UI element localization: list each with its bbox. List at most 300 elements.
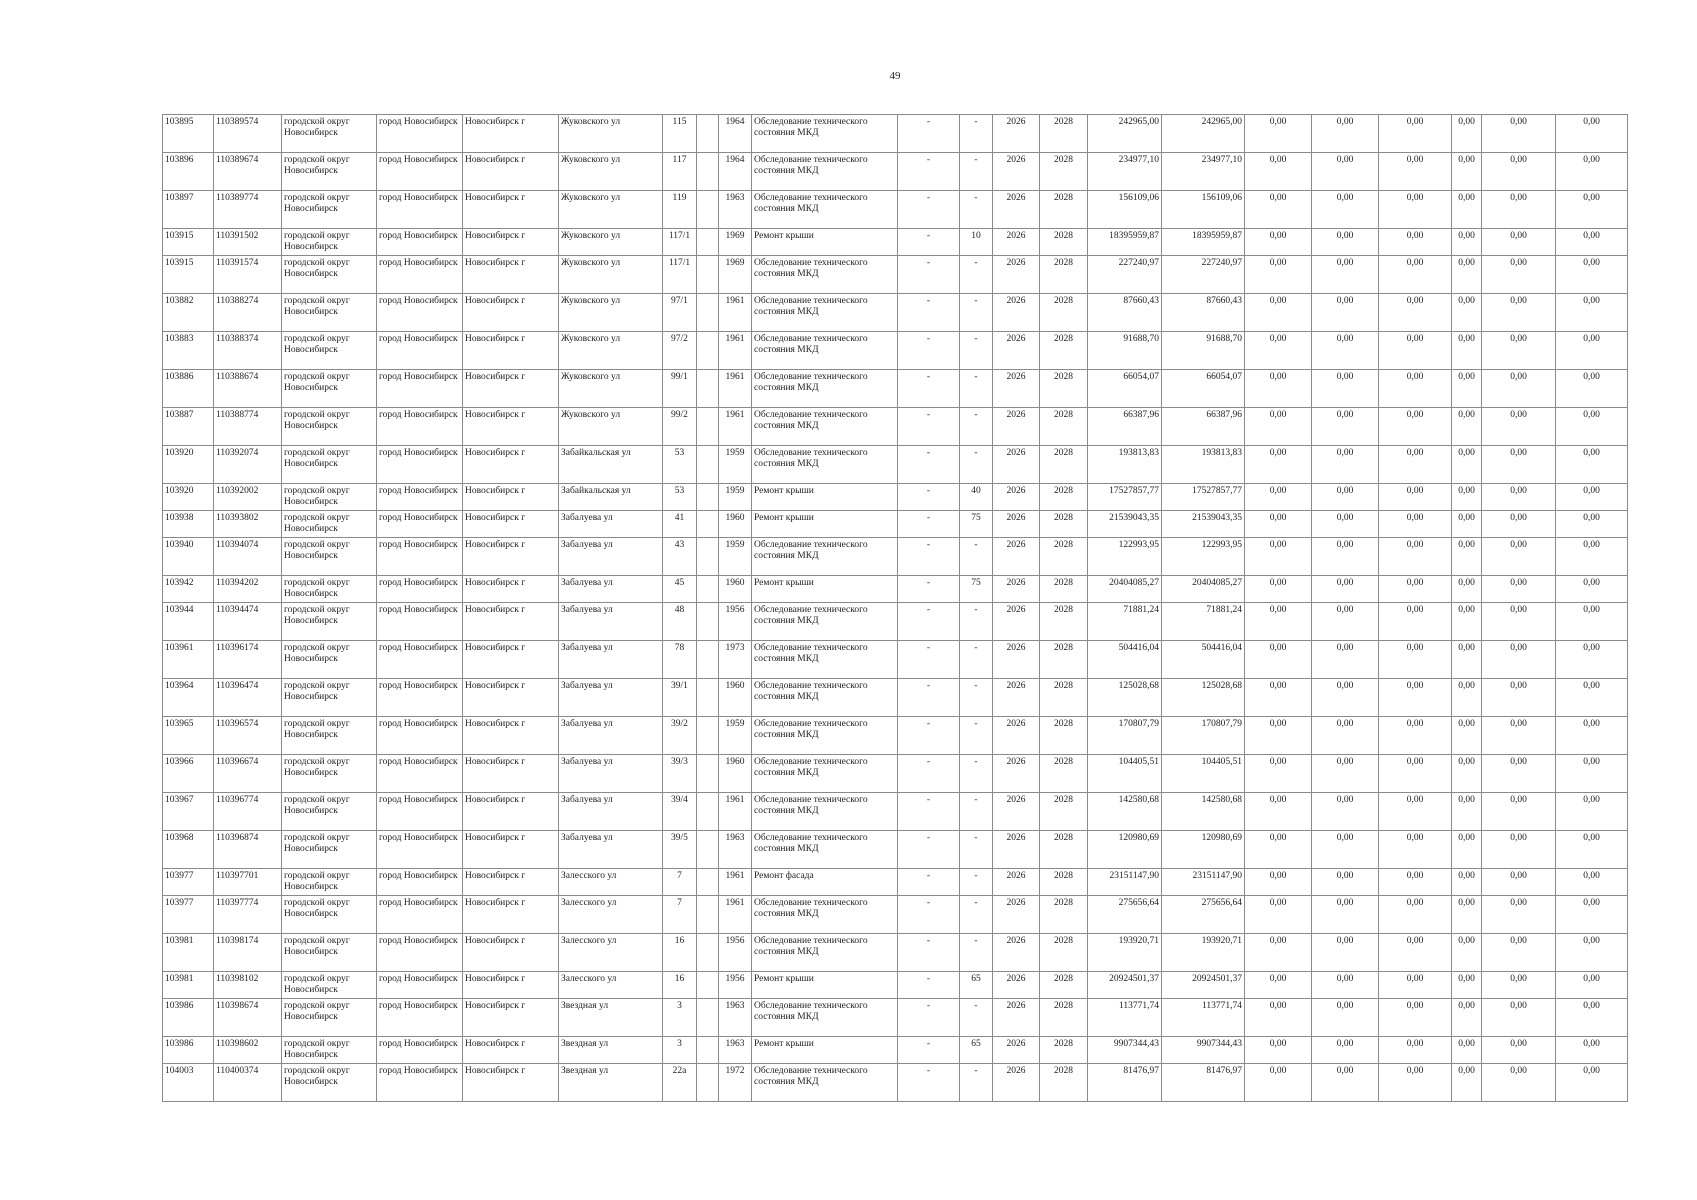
cell-street: Звездная ул bbox=[559, 1064, 663, 1102]
table-row bbox=[163, 603, 1628, 641]
cell-cost-col-21: 0,00 bbox=[1482, 896, 1556, 934]
cell-cost-col-18: 0,00 bbox=[1312, 934, 1379, 972]
cell-city: Новосибирск г bbox=[463, 972, 559, 999]
table-row bbox=[163, 446, 1628, 484]
cell-object-code: 110398174 bbox=[214, 934, 282, 972]
cell-col-11: - bbox=[898, 793, 960, 831]
cell-cost-col-18: 0,00 bbox=[1312, 484, 1379, 511]
table-row bbox=[163, 999, 1628, 1037]
cell-cost-col-21: 0,00 bbox=[1482, 934, 1556, 972]
cell-street: Жуковского ул bbox=[559, 332, 663, 370]
cell-cost-col-22: 0,00 bbox=[1556, 576, 1628, 603]
cell-end-year: 2028 bbox=[1040, 603, 1088, 641]
cell-cost-col-22: 0,00 bbox=[1556, 869, 1628, 896]
cell-cost-col-20: 0,00 bbox=[1452, 229, 1482, 256]
cell-cost-total: 17527857,77 bbox=[1088, 484, 1162, 511]
cell-reg-id: 103977 bbox=[163, 896, 214, 934]
cell-municipality: городской округ Новосибирск bbox=[282, 793, 377, 831]
cell-house: 3 bbox=[663, 999, 697, 1037]
cell-city: Новосибирск г bbox=[463, 511, 559, 538]
table-row bbox=[163, 641, 1628, 679]
cell-cost-col-20: 0,00 bbox=[1452, 831, 1482, 869]
cell-reg-id: 103883 bbox=[163, 332, 214, 370]
cell-cost-fund: 113771,74 bbox=[1162, 999, 1245, 1037]
cell-col-12: - bbox=[960, 641, 993, 679]
cell-reg-id: 103977 bbox=[163, 869, 214, 896]
cell-reg-id: 103895 bbox=[163, 115, 214, 153]
table-row bbox=[163, 576, 1628, 603]
cell-municipality: городской округ Новосибирск bbox=[282, 896, 377, 934]
cell-city: Новосибирск г bbox=[463, 1037, 559, 1064]
cell-cost-fund: 66054,07 bbox=[1162, 370, 1245, 408]
cell-year: 1972 bbox=[719, 1064, 752, 1102]
cell-cost-total: 120980,69 bbox=[1088, 831, 1162, 869]
cell-street: Жуковского ул bbox=[559, 370, 663, 408]
cell-cost-col-18: 0,00 bbox=[1312, 896, 1379, 934]
cell-cost-col-21: 0,00 bbox=[1482, 1037, 1556, 1064]
cell-house: 43 bbox=[663, 538, 697, 576]
cell-cost-col-19: 0,00 bbox=[1379, 115, 1452, 153]
cell-object-code: 110396474 bbox=[214, 679, 282, 717]
cell-cost-col-20: 0,00 bbox=[1452, 896, 1482, 934]
cell-building bbox=[697, 755, 719, 793]
cell-year: 1961 bbox=[719, 869, 752, 896]
cell-work-type: Ремонт крыши bbox=[752, 229, 898, 256]
cell-cost-col-20: 0,00 bbox=[1452, 717, 1482, 755]
cell-year: 1960 bbox=[719, 576, 752, 603]
cell-end-year: 2028 bbox=[1040, 294, 1088, 332]
cell-cost-col-17: 0,00 bbox=[1245, 603, 1312, 641]
cell-cost-col-22: 0,00 bbox=[1556, 153, 1628, 191]
cell-building bbox=[697, 831, 719, 869]
cell-col-12: - bbox=[960, 115, 993, 153]
cell-municipality: городской округ Новосибирск bbox=[282, 717, 377, 755]
cell-object-code: 110394202 bbox=[214, 576, 282, 603]
cell-cost-col-19: 0,00 bbox=[1379, 869, 1452, 896]
cell-cost-col-17: 0,00 bbox=[1245, 370, 1312, 408]
cell-house: 117/1 bbox=[663, 229, 697, 256]
cell-cost-total: 122993,95 bbox=[1088, 538, 1162, 576]
cell-settlement: город Новосибирск bbox=[377, 484, 463, 511]
cell-cost-col-19: 0,00 bbox=[1379, 370, 1452, 408]
repair-register-table bbox=[162, 114, 1628, 1102]
cell-street: Жуковского ул bbox=[559, 256, 663, 294]
cell-building bbox=[697, 229, 719, 256]
cell-object-code: 110392074 bbox=[214, 446, 282, 484]
cell-end-year: 2028 bbox=[1040, 755, 1088, 793]
cell-col-11: - bbox=[898, 229, 960, 256]
cell-building bbox=[697, 603, 719, 641]
cell-cost-col-22: 0,00 bbox=[1556, 484, 1628, 511]
cell-cost-col-17: 0,00 bbox=[1245, 1037, 1312, 1064]
cell-col-12: - bbox=[960, 191, 993, 229]
cell-house: 7 bbox=[663, 869, 697, 896]
cell-building bbox=[697, 576, 719, 603]
cell-object-code: 110398602 bbox=[214, 1037, 282, 1064]
cell-building bbox=[697, 1037, 719, 1064]
cell-col-11: - bbox=[898, 153, 960, 191]
cell-cost-col-22: 0,00 bbox=[1556, 679, 1628, 717]
cell-cost-col-20: 0,00 bbox=[1452, 256, 1482, 294]
cell-cost-col-21: 0,00 bbox=[1482, 511, 1556, 538]
cell-cost-col-20: 0,00 bbox=[1452, 999, 1482, 1037]
cell-settlement: город Новосибирск bbox=[377, 1064, 463, 1102]
cell-start-year: 2026 bbox=[993, 153, 1040, 191]
cell-street: Забалуева ул bbox=[559, 511, 663, 538]
cell-object-code: 110388674 bbox=[214, 370, 282, 408]
cell-col-11: - bbox=[898, 446, 960, 484]
cell-cost-col-19: 0,00 bbox=[1379, 446, 1452, 484]
cell-cost-col-19: 0,00 bbox=[1379, 229, 1452, 256]
cell-house: 117/1 bbox=[663, 256, 697, 294]
cell-settlement: город Новосибирск bbox=[377, 446, 463, 484]
cell-municipality: городской округ Новосибирск bbox=[282, 934, 377, 972]
table-row bbox=[163, 256, 1628, 294]
cell-end-year: 2028 bbox=[1040, 999, 1088, 1037]
cell-cost-col-21: 0,00 bbox=[1482, 831, 1556, 869]
cell-street: Залесского ул bbox=[559, 896, 663, 934]
cell-col-11: - bbox=[898, 115, 960, 153]
cell-reg-id: 103896 bbox=[163, 153, 214, 191]
cell-street: Жуковского ул bbox=[559, 229, 663, 256]
cell-cost-col-22: 0,00 bbox=[1556, 1037, 1628, 1064]
cell-cost-col-18: 0,00 bbox=[1312, 972, 1379, 999]
cell-col-11: - bbox=[898, 603, 960, 641]
cell-cost-col-20: 0,00 bbox=[1452, 1064, 1482, 1102]
cell-city: Новосибирск г bbox=[463, 999, 559, 1037]
cell-end-year: 2028 bbox=[1040, 896, 1088, 934]
cell-street: Жуковского ул bbox=[559, 408, 663, 446]
cell-work-type: Обследование технического состояния МКД bbox=[752, 755, 898, 793]
cell-city: Новосибирск г bbox=[463, 793, 559, 831]
cell-house: 39/5 bbox=[663, 831, 697, 869]
cell-building bbox=[697, 793, 719, 831]
cell-work-type: Ремонт фасада bbox=[752, 869, 898, 896]
cell-city: Новосибирск г bbox=[463, 484, 559, 511]
cell-work-type: Обследование технического состояния МКД bbox=[752, 191, 898, 229]
table-row bbox=[163, 793, 1628, 831]
cell-municipality: городской округ Новосибирск bbox=[282, 115, 377, 153]
cell-object-code: 110398102 bbox=[214, 972, 282, 999]
cell-street: Звездная ул bbox=[559, 999, 663, 1037]
cell-object-code: 110398674 bbox=[214, 999, 282, 1037]
cell-end-year: 2028 bbox=[1040, 793, 1088, 831]
cell-cost-col-21: 0,00 bbox=[1482, 256, 1556, 294]
cell-city: Новосибирск г bbox=[463, 869, 559, 896]
cell-work-type: Обследование технического состояния МКД bbox=[752, 153, 898, 191]
cell-work-type: Ремонт крыши bbox=[752, 576, 898, 603]
cell-start-year: 2026 bbox=[993, 793, 1040, 831]
cell-settlement: город Новосибирск bbox=[377, 831, 463, 869]
cell-house: 16 bbox=[663, 934, 697, 972]
cell-settlement: город Новосибирск bbox=[377, 717, 463, 755]
cell-cost-col-17: 0,00 bbox=[1245, 115, 1312, 153]
cell-cost-col-20: 0,00 bbox=[1452, 484, 1482, 511]
cell-cost-total: 20404085,27 bbox=[1088, 576, 1162, 603]
table-row bbox=[163, 332, 1628, 370]
cell-cost-col-22: 0,00 bbox=[1556, 408, 1628, 446]
cell-col-11: - bbox=[898, 484, 960, 511]
cell-street: Залесского ул bbox=[559, 972, 663, 999]
cell-reg-id: 103965 bbox=[163, 717, 214, 755]
cell-cost-fund: 234977,10 bbox=[1162, 153, 1245, 191]
cell-reg-id: 103981 bbox=[163, 934, 214, 972]
cell-object-code: 110396774 bbox=[214, 793, 282, 831]
cell-city: Новосибирск г bbox=[463, 1064, 559, 1102]
cell-end-year: 2028 bbox=[1040, 370, 1088, 408]
cell-cost-col-17: 0,00 bbox=[1245, 999, 1312, 1037]
cell-street: Звездная ул bbox=[559, 1037, 663, 1064]
cell-cost-col-21: 0,00 bbox=[1482, 1064, 1556, 1102]
cell-reg-id: 103966 bbox=[163, 755, 214, 793]
cell-col-11: - bbox=[898, 294, 960, 332]
cell-settlement: город Новосибирск bbox=[377, 538, 463, 576]
cell-street: Забалуева ул bbox=[559, 793, 663, 831]
cell-cost-col-21: 0,00 bbox=[1482, 191, 1556, 229]
cell-end-year: 2028 bbox=[1040, 679, 1088, 717]
cell-cost-fund: 170807,79 bbox=[1162, 717, 1245, 755]
cell-cost-col-17: 0,00 bbox=[1245, 641, 1312, 679]
cell-cost-col-18: 0,00 bbox=[1312, 831, 1379, 869]
cell-cost-total: 125028,68 bbox=[1088, 679, 1162, 717]
cell-cost-col-19: 0,00 bbox=[1379, 484, 1452, 511]
cell-settlement: город Новосибирск bbox=[377, 256, 463, 294]
cell-building bbox=[697, 679, 719, 717]
cell-year: 1956 bbox=[719, 972, 752, 999]
cell-building bbox=[697, 370, 719, 408]
cell-cost-col-22: 0,00 bbox=[1556, 1064, 1628, 1102]
cell-municipality: городской округ Новосибирск bbox=[282, 191, 377, 229]
table-row bbox=[163, 972, 1628, 999]
cell-reg-id: 104003 bbox=[163, 1064, 214, 1102]
cell-col-11: - bbox=[898, 934, 960, 972]
cell-col-12: - bbox=[960, 603, 993, 641]
cell-house: 39/1 bbox=[663, 679, 697, 717]
cell-year: 1961 bbox=[719, 332, 752, 370]
cell-object-code: 110389674 bbox=[214, 153, 282, 191]
cell-work-type: Ремонт крыши bbox=[752, 1037, 898, 1064]
cell-cost-col-22: 0,00 bbox=[1556, 896, 1628, 934]
cell-end-year: 2028 bbox=[1040, 934, 1088, 972]
cell-municipality: городской округ Новосибирск bbox=[282, 229, 377, 256]
cell-col-11: - bbox=[898, 831, 960, 869]
cell-work-type: Обследование технического состояния МКД bbox=[752, 446, 898, 484]
cell-cost-col-18: 0,00 bbox=[1312, 869, 1379, 896]
cell-cost-total: 66054,07 bbox=[1088, 370, 1162, 408]
cell-settlement: город Новосибирск bbox=[377, 869, 463, 896]
cell-cost-col-20: 0,00 bbox=[1452, 511, 1482, 538]
cell-year: 1961 bbox=[719, 294, 752, 332]
cell-cost-fund: 193920,71 bbox=[1162, 934, 1245, 972]
cell-cost-total: 234977,10 bbox=[1088, 153, 1162, 191]
cell-cost-total: 9907344,43 bbox=[1088, 1037, 1162, 1064]
cell-cost-col-18: 0,00 bbox=[1312, 538, 1379, 576]
cell-cost-col-19: 0,00 bbox=[1379, 999, 1452, 1037]
cell-work-type: Ремонт крыши bbox=[752, 484, 898, 511]
cell-col-11: - bbox=[898, 679, 960, 717]
cell-city: Новосибирск г bbox=[463, 934, 559, 972]
cell-col-12: - bbox=[960, 256, 993, 294]
cell-cost-col-19: 0,00 bbox=[1379, 972, 1452, 999]
cell-street: Забалуева ул bbox=[559, 831, 663, 869]
page-number: 49 bbox=[889, 70, 901, 82]
cell-municipality: городской округ Новосибирск bbox=[282, 999, 377, 1037]
cell-cost-col-20: 0,00 bbox=[1452, 370, 1482, 408]
cell-cost-col-22: 0,00 bbox=[1556, 999, 1628, 1037]
cell-col-11: - bbox=[898, 538, 960, 576]
cell-municipality: городской округ Новосибирск bbox=[282, 511, 377, 538]
cell-cost-col-18: 0,00 bbox=[1312, 1037, 1379, 1064]
cell-cost-col-22: 0,00 bbox=[1556, 115, 1628, 153]
cell-cost-col-17: 0,00 bbox=[1245, 755, 1312, 793]
cell-object-code: 110388274 bbox=[214, 294, 282, 332]
cell-municipality: городской округ Новосибирск bbox=[282, 153, 377, 191]
cell-reg-id: 103967 bbox=[163, 793, 214, 831]
cell-cost-col-21: 0,00 bbox=[1482, 999, 1556, 1037]
cell-year: 1973 bbox=[719, 641, 752, 679]
cell-start-year: 2026 bbox=[993, 294, 1040, 332]
cell-object-code: 110393802 bbox=[214, 511, 282, 538]
cell-cost-col-19: 0,00 bbox=[1379, 511, 1452, 538]
cell-col-11: - bbox=[898, 869, 960, 896]
cell-cost-col-22: 0,00 bbox=[1556, 603, 1628, 641]
cell-cost-total: 91688,70 bbox=[1088, 332, 1162, 370]
cell-work-type: Обследование технического состояния МКД bbox=[752, 332, 898, 370]
cell-street: Жуковского ул bbox=[559, 153, 663, 191]
cell-cost-col-19: 0,00 bbox=[1379, 538, 1452, 576]
cell-building bbox=[697, 191, 719, 229]
cell-cost-col-17: 0,00 bbox=[1245, 576, 1312, 603]
cell-cost-fund: 242965,00 bbox=[1162, 115, 1245, 153]
cell-house: 53 bbox=[663, 446, 697, 484]
cell-cost-col-19: 0,00 bbox=[1379, 332, 1452, 370]
cell-work-type: Обследование технического состояния МКД bbox=[752, 294, 898, 332]
cell-start-year: 2026 bbox=[993, 370, 1040, 408]
cell-cost-fund: 227240,97 bbox=[1162, 256, 1245, 294]
cell-cost-col-18: 0,00 bbox=[1312, 408, 1379, 446]
cell-cost-col-20: 0,00 bbox=[1452, 538, 1482, 576]
table-row bbox=[163, 1037, 1628, 1064]
cell-cost-col-17: 0,00 bbox=[1245, 446, 1312, 484]
cell-object-code: 110400374 bbox=[214, 1064, 282, 1102]
cell-cost-col-22: 0,00 bbox=[1556, 294, 1628, 332]
cell-reg-id: 103968 bbox=[163, 831, 214, 869]
cell-building bbox=[697, 115, 719, 153]
cell-cost-col-18: 0,00 bbox=[1312, 446, 1379, 484]
cell-object-code: 110396674 bbox=[214, 755, 282, 793]
cell-end-year: 2028 bbox=[1040, 229, 1088, 256]
cell-building bbox=[697, 256, 719, 294]
cell-cost-col-22: 0,00 bbox=[1556, 511, 1628, 538]
cell-cost-fund: 17527857,77 bbox=[1162, 484, 1245, 511]
cell-city: Новосибирск г bbox=[463, 256, 559, 294]
cell-cost-col-21: 0,00 bbox=[1482, 717, 1556, 755]
cell-col-11: - bbox=[898, 256, 960, 294]
cell-col-12: - bbox=[960, 153, 993, 191]
cell-building bbox=[697, 934, 719, 972]
cell-work-type: Обследование технического состояния МКД bbox=[752, 408, 898, 446]
cell-end-year: 2028 bbox=[1040, 717, 1088, 755]
table-body bbox=[163, 115, 1628, 1102]
cell-reg-id: 103897 bbox=[163, 191, 214, 229]
cell-cost-col-19: 0,00 bbox=[1379, 896, 1452, 934]
cell-col-12: - bbox=[960, 755, 993, 793]
cell-building bbox=[697, 717, 719, 755]
cell-col-12: - bbox=[960, 370, 993, 408]
cell-year: 1963 bbox=[719, 999, 752, 1037]
cell-settlement: город Новосибирск bbox=[377, 1037, 463, 1064]
cell-work-type: Обследование технического состояния МКД bbox=[752, 115, 898, 153]
cell-settlement: город Новосибирск bbox=[377, 641, 463, 679]
cell-col-12: - bbox=[960, 793, 993, 831]
cell-work-type: Ремонт крыши bbox=[752, 972, 898, 999]
cell-house: 97/1 bbox=[663, 294, 697, 332]
cell-settlement: город Новосибирск bbox=[377, 153, 463, 191]
cell-city: Новосибирск г bbox=[463, 153, 559, 191]
table-row bbox=[163, 934, 1628, 972]
cell-cost-col-22: 0,00 bbox=[1556, 370, 1628, 408]
cell-cost-fund: 20404085,27 bbox=[1162, 576, 1245, 603]
cell-object-code: 110396174 bbox=[214, 641, 282, 679]
cell-municipality: городской округ Новосибирск bbox=[282, 408, 377, 446]
cell-work-type: Обследование технического состояния МКД bbox=[752, 831, 898, 869]
cell-year: 1964 bbox=[719, 115, 752, 153]
cell-cost-col-21: 0,00 bbox=[1482, 641, 1556, 679]
cell-municipality: городской округ Новосибирск bbox=[282, 370, 377, 408]
cell-col-12: - bbox=[960, 896, 993, 934]
cell-col-11: - bbox=[898, 370, 960, 408]
cell-work-type: Обследование технического состояния МКД bbox=[752, 538, 898, 576]
cell-city: Новосибирск г bbox=[463, 191, 559, 229]
cell-cost-fund: 21539043,35 bbox=[1162, 511, 1245, 538]
cell-cost-col-19: 0,00 bbox=[1379, 831, 1452, 869]
cell-cost-col-20: 0,00 bbox=[1452, 191, 1482, 229]
cell-start-year: 2026 bbox=[993, 511, 1040, 538]
cell-cost-col-18: 0,00 bbox=[1312, 191, 1379, 229]
cell-year: 1961 bbox=[719, 408, 752, 446]
cell-cost-total: 18395959,87 bbox=[1088, 229, 1162, 256]
cell-city: Новосибирск г bbox=[463, 446, 559, 484]
cell-year: 1963 bbox=[719, 1037, 752, 1064]
cell-cost-col-22: 0,00 bbox=[1556, 717, 1628, 755]
cell-end-year: 2028 bbox=[1040, 332, 1088, 370]
cell-municipality: городской округ Новосибирск bbox=[282, 294, 377, 332]
cell-cost-col-22: 0,00 bbox=[1556, 793, 1628, 831]
cell-object-code: 110389574 bbox=[214, 115, 282, 153]
cell-cost-total: 156109,06 bbox=[1088, 191, 1162, 229]
cell-settlement: город Новосибирск bbox=[377, 972, 463, 999]
cell-municipality: городской округ Новосибирск bbox=[282, 576, 377, 603]
cell-cost-col-17: 0,00 bbox=[1245, 484, 1312, 511]
cell-cost-col-21: 0,00 bbox=[1482, 755, 1556, 793]
cell-start-year: 2026 bbox=[993, 191, 1040, 229]
cell-cost-fund: 87660,43 bbox=[1162, 294, 1245, 332]
cell-col-12: - bbox=[960, 717, 993, 755]
cell-start-year: 2026 bbox=[993, 256, 1040, 294]
cell-cost-col-18: 0,00 bbox=[1312, 641, 1379, 679]
cell-reg-id: 103981 bbox=[163, 972, 214, 999]
table-row bbox=[163, 408, 1628, 446]
cell-col-12: - bbox=[960, 869, 993, 896]
cell-settlement: город Новосибирск bbox=[377, 679, 463, 717]
cell-cost-col-18: 0,00 bbox=[1312, 755, 1379, 793]
cell-municipality: городской округ Новосибирск bbox=[282, 641, 377, 679]
cell-cost-col-17: 0,00 bbox=[1245, 679, 1312, 717]
cell-col-12: - bbox=[960, 934, 993, 972]
cell-work-type: Обследование технического состояния МКД bbox=[752, 934, 898, 972]
cell-house: 7 bbox=[663, 896, 697, 934]
cell-cost-fund: 193813,83 bbox=[1162, 446, 1245, 484]
